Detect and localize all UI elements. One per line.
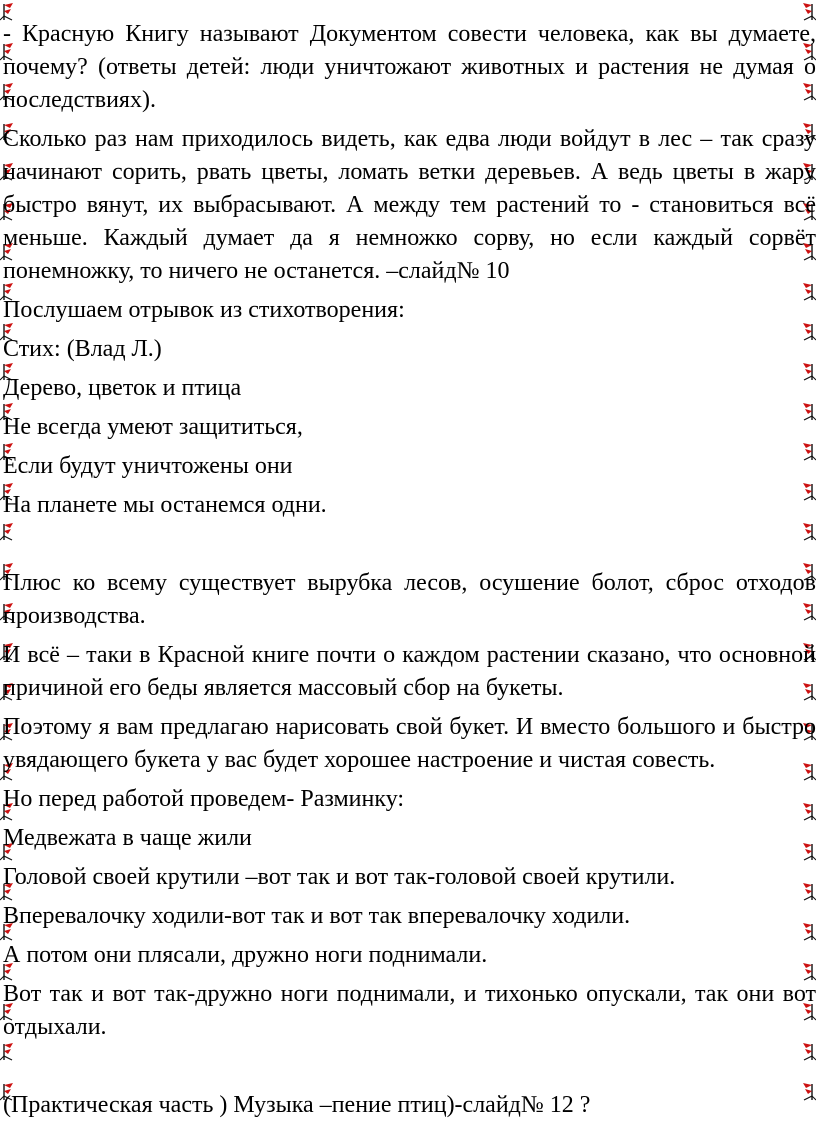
paragraph-practical-part: (Практическая часть ) Музыка –пение птиц)-слайд№ 12 ? — [3, 1092, 591, 1118]
paragraph-poem-author: Стих: (Влад Л.) — [3, 336, 162, 362]
poem-line-2: Не всегда умеют защититься, — [3, 414, 303, 440]
paragraph-bouquets: И всё – таки в Красной книге почти о каждом растении сказано, что основной причиной его беды является массовый сбор на букеты. — [3, 642, 816, 701]
warmup-line-3: Вперевалочку ходили-вот так и вот так вперевалочку ходили. — [3, 903, 631, 929]
warmup-line-1: Медвежата в чаще жили — [3, 825, 252, 851]
paragraph-red-book-question: - Красную Книгу называют Документом совести человека, как вы думаете, почему? (ответы детей: люди уничтожают животных и растения не думая о последствиях). — [3, 21, 816, 113]
warmup-line-4: А потом они плясали, дружно ноги поднимали. — [3, 942, 488, 968]
paragraph-poem-intro: Послушаем отрывок из стихотворения: — [3, 297, 405, 323]
warmup-line-5: Вот так и вот так-дружно ноги поднимали, и тихонько опускали, так они вот отдыхали. — [3, 981, 816, 1040]
paragraph-deforestation: Плюс ко всему существует вырубка лесов, осушение болот, сброс отходов производства. — [3, 570, 816, 629]
paragraph-forest-littering: Сколько раз нам приходилось видеть, как едва люди войдут в лес – так сразу начинают сорить, рвать цветы, ломать ветки деревьев. А ведь цветы в жару быстро вянут, их выбрасывают. А между тем растений то - становиться всё меньше. Каждый думает да я немножко сорву, но если каждый сорвёт понемножку, то ничего не останется. –слайд№ 10 — [3, 126, 816, 284]
paragraph-draw-bouquet: Поэтому я вам предлагаю нарисовать свой букет. И вместо большого и быстро увядающего букета у вас будет хорошее настроение и чистая совесть. — [3, 714, 816, 773]
document-body — [3, 18, 816, 1122]
poem-line-3: Если будут уничтожены они — [3, 453, 293, 479]
poem-line-1: Дерево, цветок и птица — [3, 375, 242, 401]
warmup-line-2: Головой своей крутили –вот так и вот так-головой своей крутили. — [3, 864, 676, 890]
paragraph-warmup-intro: Но перед работой проведем- Разминку: — [3, 786, 405, 812]
poem-line-4: На планете мы останемся одни. — [3, 492, 327, 518]
